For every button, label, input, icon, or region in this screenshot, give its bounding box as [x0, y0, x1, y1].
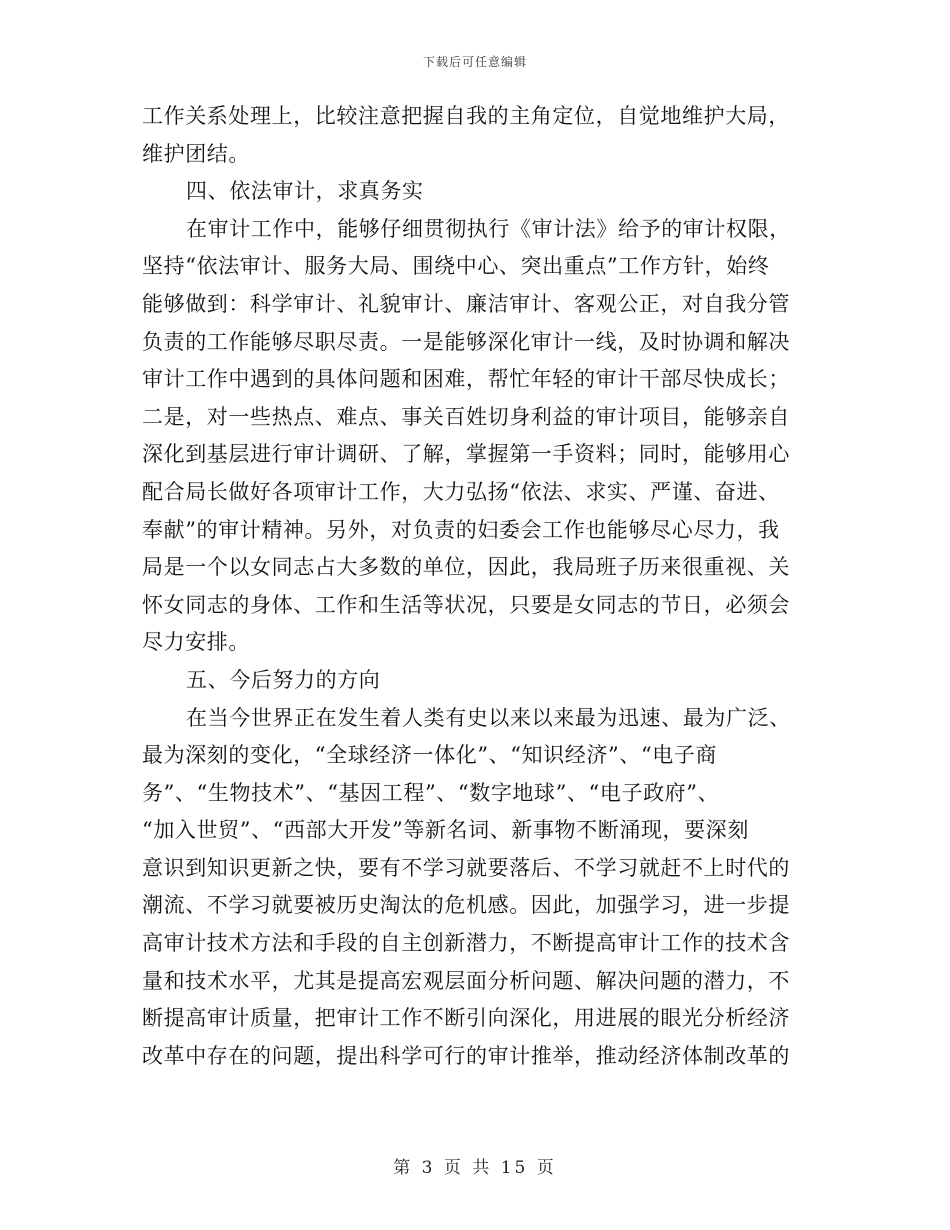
text-line: 尽力安排。	[142, 630, 250, 655]
text-line: 高审计技术方法和手段的自主创新潜力，不断提高审计工作的技术含	[142, 931, 790, 956]
text-line: “加入世贸”、“西部大开发”等新名词、新事物不断涌现，要深刻	[142, 818, 749, 843]
text-line: 工作关系处理上，比较注意把握自我的主角定位，自觉地维护大局，	[142, 104, 790, 128]
text-line: 能够做到：科学审计、礼貌审计、廉洁审计、客观公正，对自我分管	[142, 291, 790, 316]
text-line: 量和技术水平，尤其是提高宏观层面分析问题、解决问题的潜力，不	[142, 968, 790, 993]
text-line: 深化到基层进行审计调研、了解，掌握第一手资料；同时，能够用心	[142, 442, 790, 467]
text-line: 二是，对一些热点、难点、事关百姓切身利益的审计项目，能够亲自	[142, 404, 790, 429]
page-header-note: 下载后可任意编辑	[422, 55, 527, 69]
text-line: 改革中存在的问题，提出科学可行的审计推举，推动经济体制改革的	[142, 1043, 790, 1068]
text-line: 五、今后努力的方向	[186, 667, 381, 692]
text-line: 审计工作中遇到的具体问题和困难，帮忙年轻的审计干部尽快成长；	[142, 367, 790, 392]
text-line: 四、依法审计，求真务实	[186, 179, 424, 204]
text-line: 奉献”的审计精神。另外，对负责的妇委会工作也能够尽心尽力，我	[142, 517, 780, 542]
text-line: 意识到知识更新之快，要有不学习就要落后、不学习就赶不上时代的	[142, 855, 790, 880]
text-line: 怀女同志的身体、工作和生活等状况，只要是女同志的节日，必须会	[142, 592, 790, 617]
text-line: 在审计工作中，能够仔细贯彻执行《审计法》给予的审计权限，	[186, 216, 791, 241]
text-line: 维护团结。	[142, 141, 250, 166]
text-line: 坚持“依法审计、服务大局、围绕中心、突出重点”工作方针，始终	[142, 254, 770, 279]
text-line: 配合局长做好各项审计工作，大力弘扬“依法、求实、严谨、奋进、	[142, 479, 780, 504]
document-body	[142, 98, 810, 1075]
page-number: 第 3 页 共 15 页	[393, 1158, 557, 1178]
text-line: 在当今世界正在发生着人类有史以来以来最为迅速、最为广泛、	[186, 705, 791, 730]
text-line: 潮流、不学习就要被历史淘汰的危机感。因此，加强学习，进一步提	[142, 893, 790, 918]
text-line: 最为深刻的变化，“全球经济一体化”、“知识经济”、“电子商	[142, 743, 718, 768]
text-line: 断提高审计质量，把审计工作不断引向深化，用进展的眼光分析经济	[142, 1006, 790, 1031]
text-line: 务”、“生物技术”、“基因工程”、“数字地球”、“电子政府”、	[142, 780, 720, 805]
text-line: 局是一个以女同志占大多数的单位，因此，我局班子历来很重视、关	[142, 555, 790, 580]
text-line: 负责的工作能够尽职尽责。一是能够深化审计一线，及时协调和解决	[142, 329, 790, 354]
